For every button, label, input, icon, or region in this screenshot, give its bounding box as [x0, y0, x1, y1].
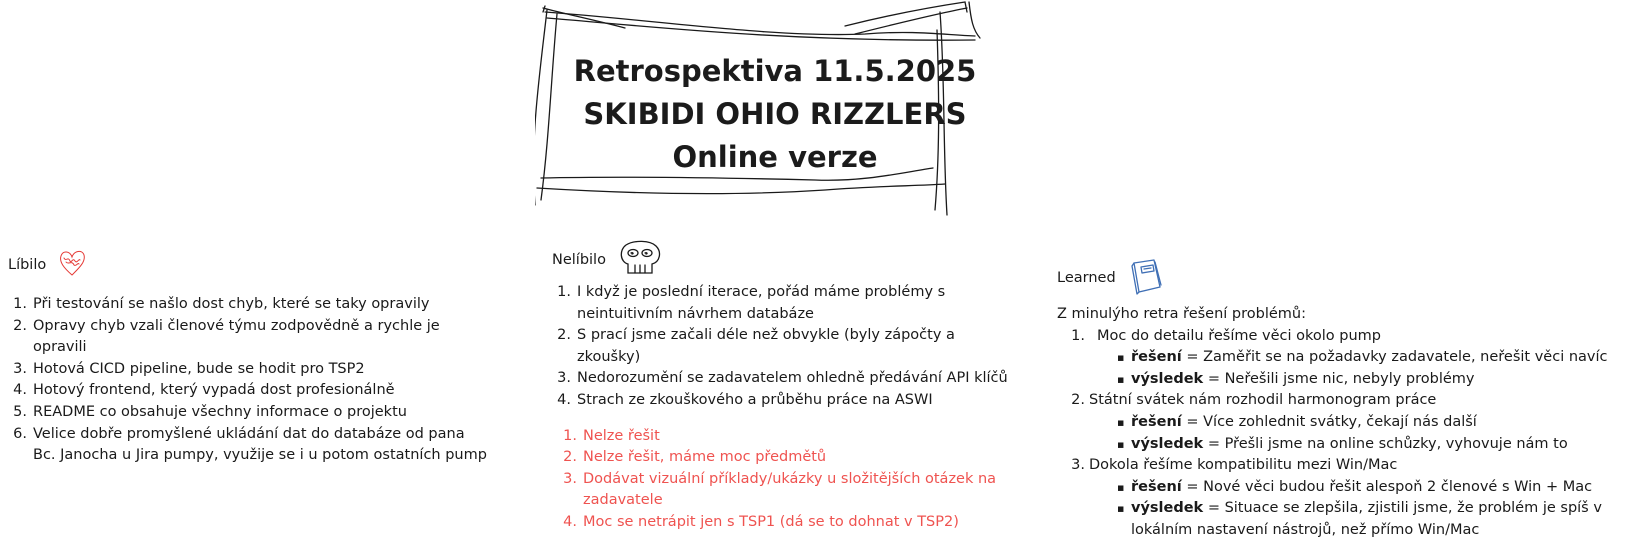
list-item: 5. README co obsahuje všechny informace o projektu	[13, 403, 407, 420]
nelibilo-responses	[552, 426, 1022, 534]
response-item: 1. Nelze řešit	[563, 427, 660, 444]
learned-item: 2. Státní svátek nám rozhodil harmonogram práce ▪ řešení = Více zohlednit svátky, čekají nás další ▪ výsledek = Přešli jsme na online schůzky, vyhovuje nám to	[1071, 392, 1568, 452]
list-item: 3. Hotová CICD pipeline, bude se hodit pro TSP2	[13, 360, 365, 377]
learned-item: 3. Dokola řešíme kompatibilitu mezi Win/Mac ▪ řešení = Nové věci budou řešit alespoň 2 členové s Win + Mac ▪ výsledek = Situace se zlepšila, zjistili jsme, že problém je spíš v lokálním nastavení nástrojů, než přímo Win/Mac	[1071, 457, 1602, 538]
nelibilo-list	[552, 282, 1022, 412]
banner-subtitle: Online verze	[672, 140, 878, 174]
list-item: 6. Velice dobře promyšlené ukládání dat do databáze od pana Bc. Janocha u Jira pumpy, využije se i u potom ostatních pump	[13, 425, 487, 464]
list-item: 4. Strach ze zkouškového a průběhu práce na ASWI	[557, 391, 933, 408]
column-nelibilo	[552, 242, 1022, 534]
libilo-heading-label: Líbilo	[8, 257, 47, 273]
list-item: 3. Nedorozumění se zadavatelem ohledně předávání API klíčů	[557, 370, 1008, 387]
learned-intro: Z minulýho retra řešení problémů:	[1057, 306, 1306, 322]
learned-heading	[1057, 258, 1635, 298]
notebook-icon	[1128, 257, 1164, 299]
libilo-list	[8, 294, 488, 467]
response-item: 4. Moc se netrápit jen s TSP1 (dá se to dohnat v TSP2)	[563, 513, 959, 530]
response-item: 3. Dodávat vizuální příklady/ukázky u složitějších otázek na zadavatele	[563, 470, 997, 509]
nelibilo-heading-label: Nelíbilo	[552, 252, 606, 268]
skull-icon	[618, 240, 662, 280]
title-banner	[535, 0, 1025, 220]
libilo-heading	[8, 248, 488, 282]
response-item: 2. Nelze řešit, máme moc předmětů	[563, 449, 827, 466]
learned-heading-label: Learned	[1057, 270, 1116, 286]
banner-team: SKIBIDI OHIO RIZZLERS	[583, 97, 967, 131]
list-item: 1. Při testování se našlo dost chyb, které se taky opravily	[13, 296, 430, 312]
list-item: 4. Hotový frontend, který vypadá dost profesionálně	[13, 382, 395, 399]
nelibilo-heading	[552, 242, 1022, 278]
list-item: 1. I když je poslední iterace, pořád máme problémy s neintuitivním návrhem databáze	[557, 284, 946, 322]
learned-item: 1. Moc do detailu řešíme věci okolo pump ▪ řešení = Zaměřit se na požadavky zadavatele, neřešit věci navíc ▪ výsledek = Neřešili jsme nic, nebyly problémy	[1071, 327, 1608, 387]
heart-scribble-icon	[58, 248, 86, 282]
banner-title: Retrospektiva 11.5.2025	[573, 54, 977, 88]
column-learned	[1057, 258, 1635, 542]
list-item: 2. S prací jsme začali déle než obvykle (byly zápočty a zkoušky)	[557, 327, 955, 365]
column-libilo	[8, 248, 488, 467]
list-item: 2. Opravy chyb vzali členové týmu zodpovědně a rychle je opravili	[13, 317, 440, 356]
